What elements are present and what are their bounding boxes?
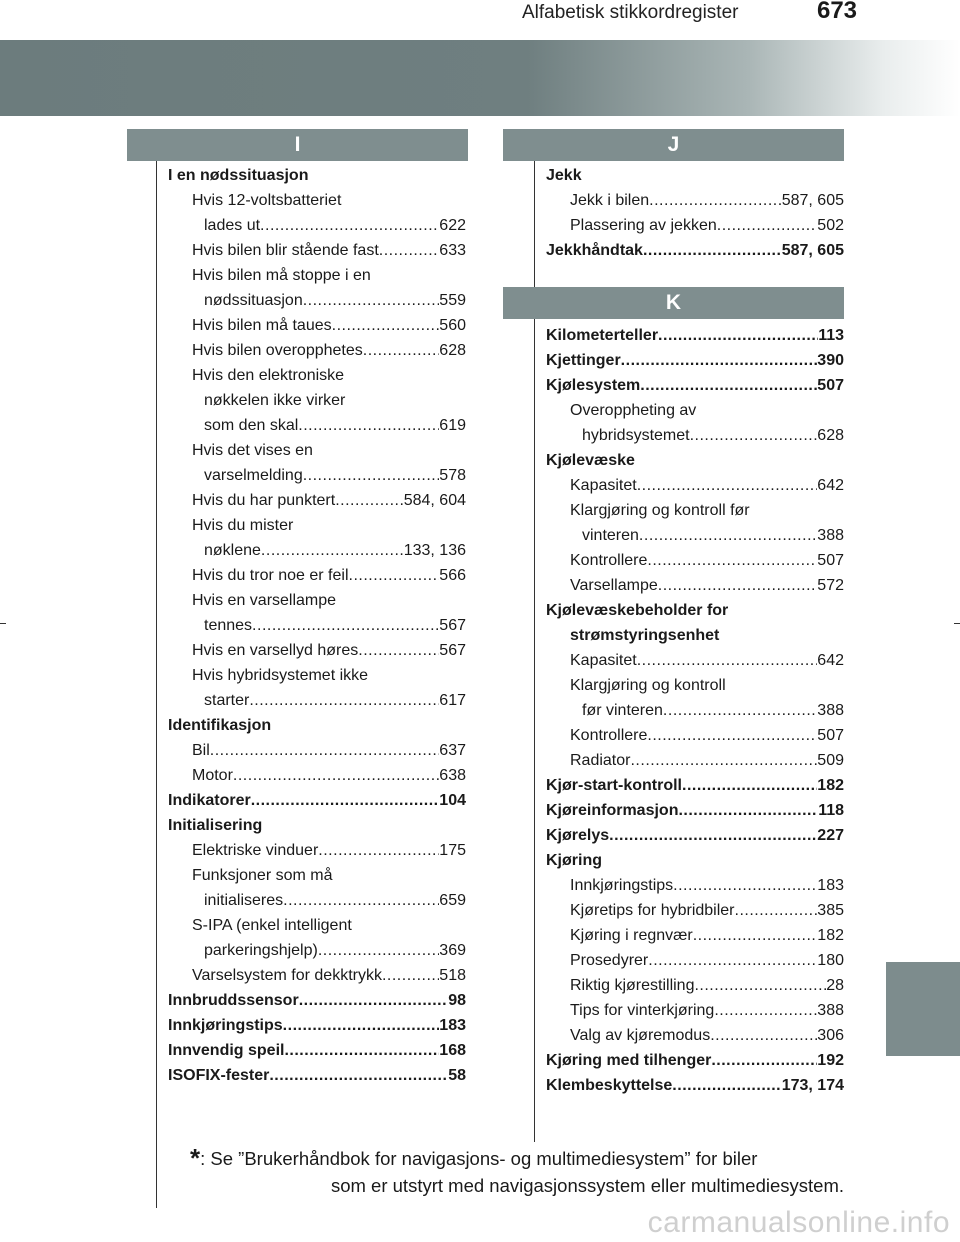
entry-page-ref: 113 <box>818 327 844 344</box>
index-entry <box>168 913 466 938</box>
index-entry <box>168 738 466 763</box>
index-entry <box>546 163 844 188</box>
watermark: carmanualsonline.info <box>647 1206 950 1239</box>
entry-page-ref: 509 <box>817 752 844 769</box>
index-entry <box>546 188 844 213</box>
entry-page-ref: 175 <box>439 842 466 859</box>
leader-dots <box>233 763 439 788</box>
leader-dots <box>299 988 449 1013</box>
leader-dots <box>658 573 818 598</box>
index-entry <box>168 363 466 388</box>
index-entry <box>546 973 844 998</box>
entry-term: nøklene <box>204 542 261 559</box>
index-entry <box>168 463 466 488</box>
leader-dots <box>335 488 404 513</box>
entry-page-ref: 642 <box>817 652 844 669</box>
entry-page-ref: 227 <box>817 827 844 844</box>
index-entry <box>168 613 466 638</box>
index-entry <box>546 448 844 473</box>
index-entry <box>546 673 844 698</box>
index-entry <box>546 348 844 373</box>
index-entry <box>546 648 844 673</box>
entry-page-ref: 628 <box>439 342 466 359</box>
entry-term: Motor <box>192 767 233 784</box>
index-entry <box>168 988 466 1013</box>
entry-term: Hvis den elektroniske <box>192 367 345 384</box>
index-entry <box>546 873 844 898</box>
leader-dots <box>621 348 818 373</box>
entry-term: Hvis du har punktert <box>192 492 336 509</box>
entry-page-ref: 388 <box>817 527 844 544</box>
entry-page-ref: 369 <box>439 942 466 959</box>
leader-dots <box>284 1038 439 1063</box>
index-entry <box>168 763 466 788</box>
index-entry <box>546 473 844 498</box>
index-entry <box>546 723 844 748</box>
index-entry <box>168 338 466 363</box>
leader-dots <box>658 323 818 348</box>
entry-page-ref: 104 <box>439 792 466 809</box>
entry-term: Kjølevæskebeholder for <box>546 602 729 619</box>
entry-page-ref: 567 <box>439 642 466 659</box>
index-entry <box>168 263 466 288</box>
index-entry <box>546 948 844 973</box>
index-entry <box>546 623 844 648</box>
index-list-k <box>546 323 844 1098</box>
index-list-j <box>546 163 844 263</box>
entry-page-ref: 572 <box>817 577 844 594</box>
leader-dots <box>261 538 404 563</box>
entry-term: nøkkelen ikke virker <box>204 392 346 409</box>
leader-dots <box>298 413 439 438</box>
leader-dots <box>382 963 439 988</box>
entry-term: Hvis det vises en <box>192 442 313 459</box>
index-entry <box>546 923 844 948</box>
crop-mark-right <box>954 623 960 624</box>
leader-dots <box>609 823 817 848</box>
entry-page-ref: 638 <box>439 767 466 784</box>
entry-term: Hvis hybridsystemet ikke <box>192 667 369 684</box>
entry-term: Jekk i bilen <box>570 192 650 209</box>
entry-term: Bil <box>192 742 210 759</box>
index-entry <box>546 1023 844 1048</box>
entry-page-ref: 388 <box>817 1002 844 1019</box>
entry-page-ref: 502 <box>817 217 844 234</box>
index-entry <box>168 688 466 713</box>
entry-page-ref: 182 <box>817 927 844 944</box>
leader-dots <box>672 1073 781 1098</box>
index-entry <box>168 963 466 988</box>
entry-page-ref: 180 <box>817 952 844 969</box>
entry-term: Kilometerteller <box>546 327 659 344</box>
entry-page-ref: 168 <box>439 1042 466 1059</box>
index-entry <box>168 713 466 738</box>
leader-dots <box>379 238 440 263</box>
entry-term: Innkjøringstips <box>570 877 674 894</box>
entry-term: Identifikasjon <box>168 717 272 734</box>
entry-term: Jekk <box>546 167 582 184</box>
index-entry <box>168 663 466 688</box>
entry-term: Kjølevæske <box>546 452 635 469</box>
leader-dots <box>637 648 818 673</box>
entry-term: Klembeskyttelse <box>546 1077 673 1094</box>
entry-page-ref: 518 <box>439 967 466 984</box>
entry-page-ref: 173, 174 <box>781 1077 844 1094</box>
entry-page-ref: 388 <box>817 702 844 719</box>
entry-term: Kjølesystem <box>546 377 641 394</box>
entry-term: Kjøreinformasjon <box>546 802 679 819</box>
leader-dots <box>251 788 440 813</box>
entry-term: Hvis du tror noe er feil <box>192 567 349 584</box>
section-header-j: J <box>503 129 844 161</box>
entry-term: Kjettinger <box>546 352 621 369</box>
index-entry <box>546 798 844 823</box>
index-entry <box>168 938 466 963</box>
leader-dots <box>252 613 439 638</box>
entry-term: strømstyringsenhet <box>570 627 720 644</box>
leader-dots <box>283 1013 440 1038</box>
entry-term: hybridsystemet <box>582 427 690 444</box>
entry-page-ref: 619 <box>439 417 466 434</box>
leader-dots <box>648 948 817 973</box>
index-entry <box>168 888 466 913</box>
index-entry <box>546 1048 844 1073</box>
page-title: Alfabetisk stikkordregister <box>522 2 739 23</box>
entry-term: Klargjøring og kontroll før <box>570 502 750 519</box>
entry-page-ref: 587, 605 <box>781 192 844 209</box>
index-entry <box>168 538 466 563</box>
index-entry <box>546 823 844 848</box>
leader-dots <box>318 938 439 963</box>
entry-term: Kjørelys <box>546 827 610 844</box>
entry-page-ref: 567 <box>439 617 466 634</box>
leader-dots <box>363 338 440 363</box>
leader-dots <box>349 563 440 588</box>
index-entry <box>168 313 466 338</box>
entry-page-ref: 559 <box>439 292 466 309</box>
index-entry <box>168 588 466 613</box>
entry-page-ref: 28 <box>826 977 844 994</box>
entry-term: Kjøring <box>546 852 602 869</box>
leader-dots <box>673 873 817 898</box>
index-entry <box>546 773 844 798</box>
entry-page-ref: 622 <box>439 217 466 234</box>
entry-term: Hvis 12-voltsbatteriet <box>192 192 342 209</box>
index-entry <box>546 998 844 1023</box>
section-header-k: K <box>503 287 844 319</box>
entry-term: Hvis bilen må taues <box>192 317 332 334</box>
entry-term: Hvis en varsellyd høres <box>192 642 359 659</box>
entry-term: Riktig kjørestilling <box>570 977 695 994</box>
entry-term: Varselsystem for dekktrykk <box>192 967 382 984</box>
leader-dots <box>647 723 817 748</box>
header-divider <box>0 30 960 40</box>
entry-term: ISOFIX-fester <box>168 1067 270 1084</box>
index-entry <box>168 638 466 663</box>
index-entry <box>546 423 844 448</box>
leader-dots <box>283 888 439 913</box>
index-entry <box>168 488 466 513</box>
entry-page-ref: 507 <box>817 377 844 394</box>
index-entry <box>546 898 844 923</box>
entry-page-ref: 633 <box>439 242 466 259</box>
leader-dots <box>637 473 818 498</box>
entry-term: tennes <box>204 617 253 634</box>
index-entry <box>168 513 466 538</box>
leader-dots <box>303 288 440 313</box>
leader-dots <box>649 188 782 213</box>
entry-term: Funksjoner som må <box>192 867 333 884</box>
entry-page-ref: 183 <box>817 877 844 894</box>
leader-dots <box>647 548 817 573</box>
entry-term: Kjøretips for hybridbiler <box>570 902 735 919</box>
index-entry <box>546 548 844 573</box>
index-entry <box>546 398 844 423</box>
header-band <box>0 40 960 116</box>
index-entry <box>546 573 844 598</box>
index-entry <box>546 598 844 623</box>
index-entry <box>546 323 844 348</box>
column-rule-left <box>156 160 157 1208</box>
entry-page-ref: 617 <box>439 692 466 709</box>
leader-dots <box>710 1023 817 1048</box>
entry-term: Hvis en varsellampe <box>192 592 337 609</box>
entry-term: Indikatorer <box>168 792 251 809</box>
entry-term: vinteren <box>582 527 639 544</box>
entry-page-ref: 566 <box>439 567 466 584</box>
entry-page-ref: 507 <box>817 552 844 569</box>
leader-dots <box>682 773 817 798</box>
index-entry <box>168 788 466 813</box>
leader-dots <box>269 1063 448 1088</box>
entry-term: som den skal <box>204 417 299 434</box>
entry-term: starter <box>204 692 250 709</box>
entry-term: Hvis bilen overopphetes <box>192 342 363 359</box>
index-entry <box>168 188 466 213</box>
leader-dots <box>332 313 440 338</box>
entry-term: Overoppheting av <box>570 402 697 419</box>
entry-term: Hvis du mister <box>192 517 294 534</box>
entry-page-ref: 584, 604 <box>403 492 466 509</box>
index-entry <box>168 1063 466 1088</box>
leader-dots <box>249 688 439 713</box>
leader-dots <box>717 213 818 238</box>
index-entry <box>168 1013 466 1038</box>
entry-page-ref: 183 <box>439 1017 466 1034</box>
entry-term: Plassering av jekken <box>570 217 717 234</box>
entry-term: initialiseres <box>204 892 284 909</box>
index-list-i <box>168 163 466 1088</box>
entry-term: Valg av kjøremodus <box>570 1027 711 1044</box>
entry-page-ref: 306 <box>817 1027 844 1044</box>
entry-term: Innkjøringstips <box>168 1017 283 1034</box>
leader-dots <box>260 213 439 238</box>
footnote <box>190 1145 844 1199</box>
entry-term: Innvendig speil <box>168 1042 285 1059</box>
entry-term: Kjøring med tilhenger <box>546 1052 712 1069</box>
index-entry <box>168 1038 466 1063</box>
leader-dots <box>663 698 817 723</box>
index-entry <box>546 848 844 873</box>
index-entry <box>546 373 844 398</box>
entry-page-ref: 133, 136 <box>403 542 466 559</box>
entry-term: varselmelding <box>204 467 303 484</box>
leader-dots <box>630 748 817 773</box>
index-entry <box>546 748 844 773</box>
entry-term: parkeringshjelp) <box>204 942 318 959</box>
entry-term: Kontrollere <box>570 552 648 569</box>
index-entry <box>546 238 844 263</box>
entry-term: Jekkhåndtak <box>546 242 643 259</box>
index-entry <box>168 388 466 413</box>
leader-dots <box>735 898 818 923</box>
leader-dots <box>640 373 817 398</box>
index-entry <box>168 863 466 888</box>
entry-term: lades ut <box>204 217 261 234</box>
entry-term: Kjør-start-kontroll <box>546 777 682 794</box>
entry-term: Klargjøring og kontroll <box>570 677 726 694</box>
footnote-asterisk: * <box>190 1143 201 1173</box>
entry-page-ref: 192 <box>817 1052 844 1069</box>
index-entry <box>168 813 466 838</box>
leader-dots <box>358 638 439 663</box>
leader-dots <box>318 838 439 863</box>
entry-term: Radiator <box>570 752 631 769</box>
entry-term: I en nødssituasjon <box>168 167 309 184</box>
index-entry <box>168 438 466 463</box>
footnote-line-2: som er utstyrt med navigasjonssystem eller multimediesystem. <box>330 1175 844 1196</box>
entry-term: Hvis bilen blir stående fast <box>192 242 379 259</box>
leader-dots <box>643 238 782 263</box>
index-entry <box>546 523 844 548</box>
index-entry <box>168 288 466 313</box>
entry-page-ref: 98 <box>448 992 466 1009</box>
entry-term: Hvis bilen må stoppe i en <box>192 267 371 284</box>
index-entry <box>168 238 466 263</box>
entry-term: Elektriske vinduer <box>192 842 319 859</box>
index-entry <box>546 1073 844 1098</box>
leader-dots <box>639 523 817 548</box>
leader-dots <box>714 998 817 1023</box>
entry-term: Kontrollere <box>570 727 648 744</box>
leader-dots <box>210 738 440 763</box>
entry-term: Kjøring i regnvær <box>570 927 693 944</box>
index-entry <box>546 498 844 523</box>
entry-page-ref: 58 <box>448 1067 466 1084</box>
entry-term: Prosedyrer <box>570 952 649 969</box>
entry-page-ref: 628 <box>817 427 844 444</box>
entry-page-ref: 390 <box>817 352 844 369</box>
entry-term: Tips for vinterkjøring <box>570 1002 715 1019</box>
entry-page-ref: 659 <box>439 892 466 909</box>
leader-dots <box>711 1048 817 1073</box>
index-entry <box>546 698 844 723</box>
index-entry <box>168 413 466 438</box>
entry-page-ref: 642 <box>817 477 844 494</box>
leader-dots <box>694 973 826 998</box>
entry-term: Kapasitet <box>570 652 637 669</box>
section-header-i: I <box>127 129 468 161</box>
entry-term: S-IPA (enkel intelligent <box>192 917 352 934</box>
index-entry <box>168 163 466 188</box>
leader-dots <box>678 798 818 823</box>
footnote-line-1: : Se ”Brukerhåndbok for navigasjons- og multimediesystem” for biler <box>200 1148 758 1169</box>
index-entry <box>168 213 466 238</box>
index-entry <box>546 213 844 238</box>
index-entry <box>168 563 466 588</box>
entry-page-ref: 507 <box>817 727 844 744</box>
entry-term: Kapasitet <box>570 477 637 494</box>
leader-dots <box>303 463 440 488</box>
entry-term: før vinteren <box>582 702 663 719</box>
entry-page-ref: 385 <box>817 902 844 919</box>
entry-term: Varsellampe <box>570 577 658 594</box>
entry-term: nødssituasjon <box>204 292 303 309</box>
crop-mark-left <box>0 623 6 624</box>
page-number: 673 <box>792 0 882 30</box>
index-side-tab <box>886 962 960 1056</box>
entry-page-ref: 118 <box>818 802 844 819</box>
entry-page-ref: 578 <box>439 467 466 484</box>
entry-page-ref: 560 <box>439 317 466 334</box>
entry-term: Initialisering <box>168 817 263 834</box>
leader-dots <box>693 923 818 948</box>
entry-term: Innbruddssensor <box>168 992 299 1009</box>
entry-page-ref: 587, 605 <box>781 242 844 259</box>
index-entry <box>168 838 466 863</box>
entry-page-ref: 637 <box>439 742 466 759</box>
leader-dots <box>690 423 818 448</box>
entry-page-ref: 182 <box>817 777 844 794</box>
